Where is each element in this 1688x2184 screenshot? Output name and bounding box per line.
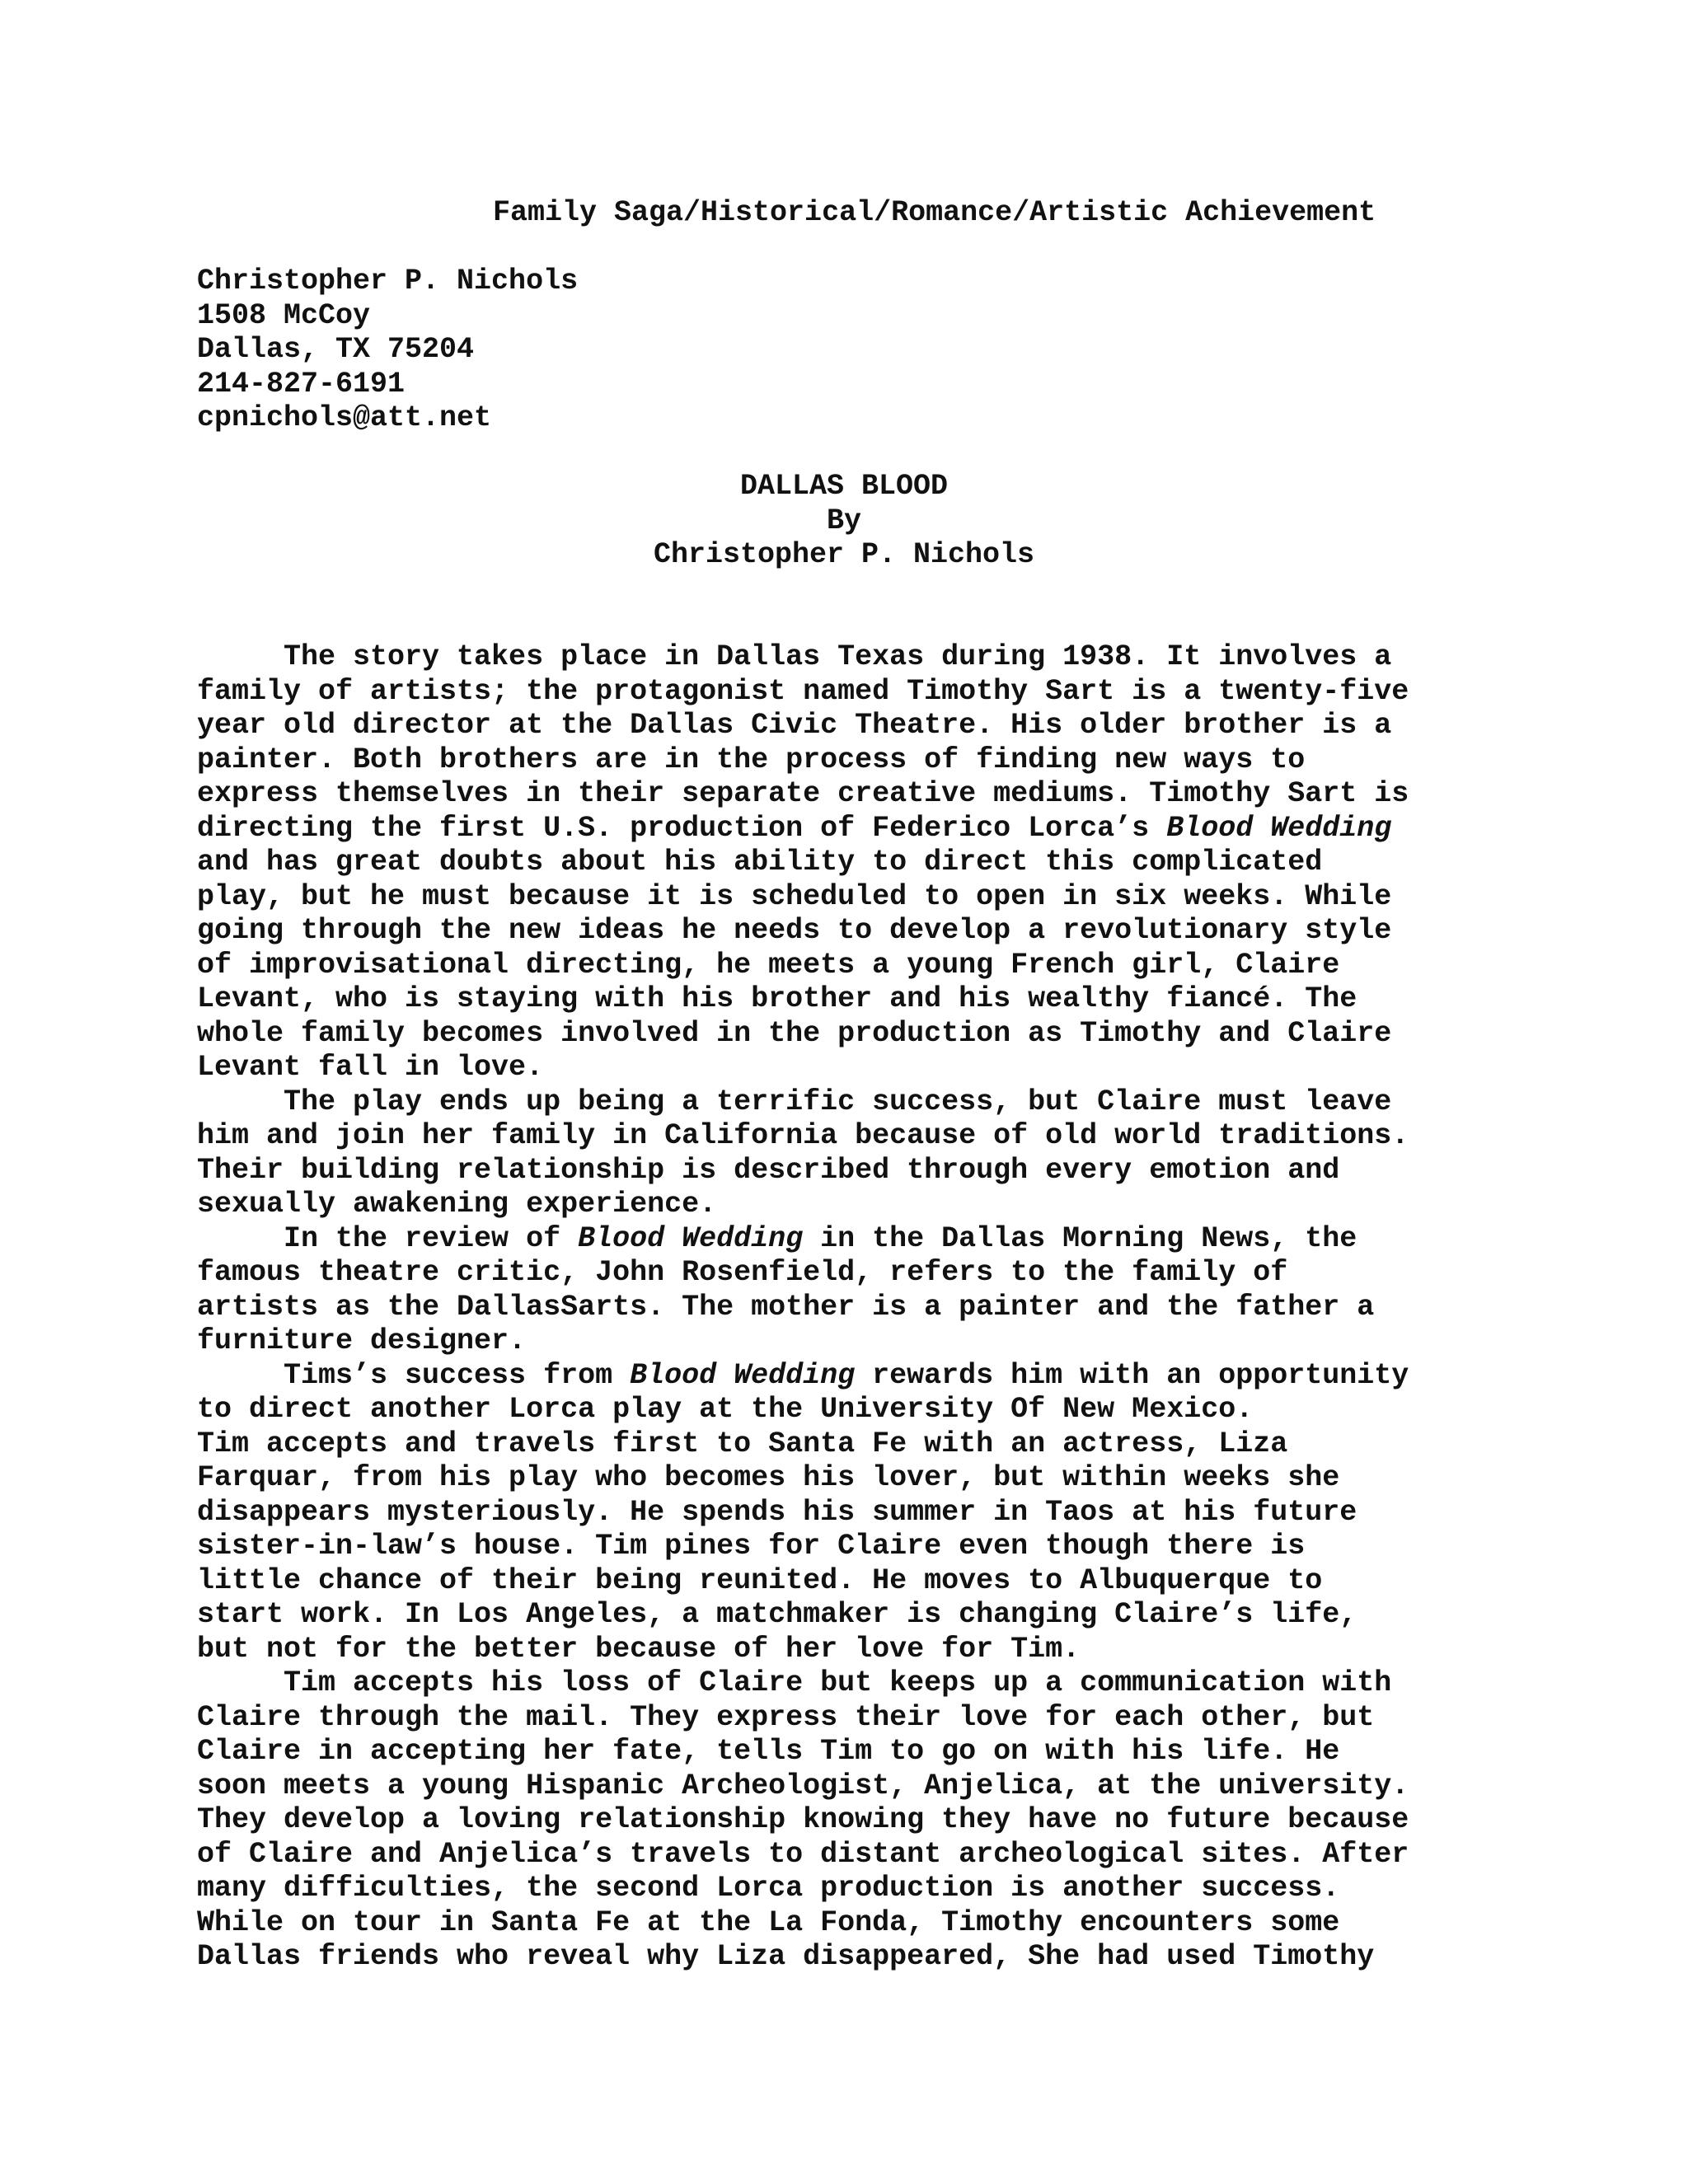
body-line: express themselves in their separate creative mediums. Timothy Sart is: [197, 777, 1409, 810]
body-line: many difficulties, the second Lorca production is another success.: [197, 1872, 1340, 1905]
body-line: The play ends up being a terrific success, but Claire must leave: [197, 1085, 1392, 1118]
body-line: of improvisational directing, he meets a young French girl, Claire: [197, 948, 1340, 982]
body-line: directing the first U.S. production of Federico Lorca’s Blood Wedding: [197, 811, 1392, 845]
body-line: year old director at the Dallas Civic Theatre. His older brother is a: [197, 709, 1392, 742]
genre-line: Family Saga/Historical/Romance/Artistic Achievement: [493, 196, 1376, 229]
body-line: and has great doubts about his ability to direct this complicated: [197, 846, 1323, 879]
body-line: sexually awakening experience.: [197, 1188, 717, 1221]
contact-block: [197, 265, 578, 436]
body-line: Tims’s success from Blood Wedding rewards him with an opportunity: [197, 1358, 1409, 1392]
city-state-zip: Dallas, TX 75204: [197, 333, 475, 366]
body-line: In the review of Blood Wedding in the Dallas Morning News, the: [197, 1221, 1357, 1255]
body-line: Tim accepts and travels first to Santa Fe with an actress, Liza: [197, 1427, 1288, 1460]
body-line: family of artists; the protagonist named Timothy Sart is a twenty-five: [197, 674, 1409, 708]
body-line: whole family becomes involved in the production as Timothy and Claire: [197, 1016, 1392, 1050]
body-line: soon meets a young Hispanic Archeologist, Anjelica, at the university.: [197, 1769, 1409, 1802]
body-line: start work. In Los Angeles, a matchmaker is changing Claire’s life,: [197, 1598, 1357, 1631]
email-address: cpnichols@att.net: [197, 401, 492, 434]
body-line: Dallas friends who reveal why Liza disappeared, She had used Timothy: [197, 1940, 1375, 1973]
body-line: furniture designer.: [197, 1324, 527, 1357]
title-author: Christopher P. Nichols: [653, 538, 1035, 571]
body-line: Levant fall in love.: [197, 1051, 544, 1084]
document-title: DALLAS BLOOD: [739, 470, 949, 503]
body-line: sister-in-law’s house. Tim pines for Claire even though there is: [197, 1530, 1306, 1563]
body-line: Their building relationship is described through every emotion and: [197, 1153, 1340, 1187]
body-line: The story takes place in Dallas Texas during 1938. It involves a: [197, 640, 1392, 673]
body-line: famous theatre critic, John Rosenfield, refers to the family of: [197, 1256, 1288, 1289]
body-line: Farquar, from his play who becomes his lover, but within weeks she: [197, 1461, 1340, 1494]
phone-number: 214-827-6191: [197, 367, 406, 401]
title-block: [0, 470, 1688, 573]
body-line: of Claire and Anjelica’s travels to distant archeological sites. After: [197, 1837, 1409, 1871]
italic-play-title: Blood Wedding: [1166, 811, 1392, 845]
body-line: Claire in accepting her fate, tells Tim to go on with his life. He: [197, 1735, 1340, 1768]
body-line: painter. Both brothers are in the process of finding new ways to: [197, 743, 1306, 776]
body-line: disappears mysteriously. He spends his summer in Taos at his future: [197, 1495, 1357, 1529]
body-line: going through the new ideas he needs to develop a revolutionary style: [197, 914, 1392, 947]
body-line: him and join her family in California because of old world traditions.: [197, 1119, 1409, 1152]
body-line: but not for the better because of her love for Tim.: [197, 1632, 1081, 1666]
italic-play-title: Blood Wedding: [630, 1358, 856, 1392]
street-address: 1508 McCoy: [197, 298, 371, 332]
body-line: They develop a loving relationship knowing they have no future because: [197, 1803, 1409, 1836]
author-name: Christopher P. Nichols: [197, 265, 579, 298]
by-line: By: [826, 504, 861, 537]
italic-play-title: Blood Wedding: [578, 1221, 804, 1255]
body-line: to direct another Lorca play at the University Of New Mexico.: [197, 1393, 1254, 1426]
synopsis-body: [197, 640, 1499, 1975]
body-line: little chance of their being reunited. He moves to Albuquerque to: [197, 1563, 1323, 1597]
body-line: artists as the DallasSarts. The mother is a painter and the father a: [197, 1290, 1375, 1324]
body-line: While on tour in Santa Fe at the La Fonda, Timothy encounters some: [197, 1905, 1340, 1939]
body-line: Claire through the mail. They express their love for each other, but: [197, 1700, 1375, 1734]
body-line: Tim accepts his loss of Claire but keeps up a communication with: [197, 1666, 1392, 1699]
body-line: Levant, who is staying with his brother and his wealthy fiancé. The: [197, 982, 1357, 1015]
body-line: play, but he must because it is scheduled to open in six weeks. While: [197, 879, 1392, 913]
